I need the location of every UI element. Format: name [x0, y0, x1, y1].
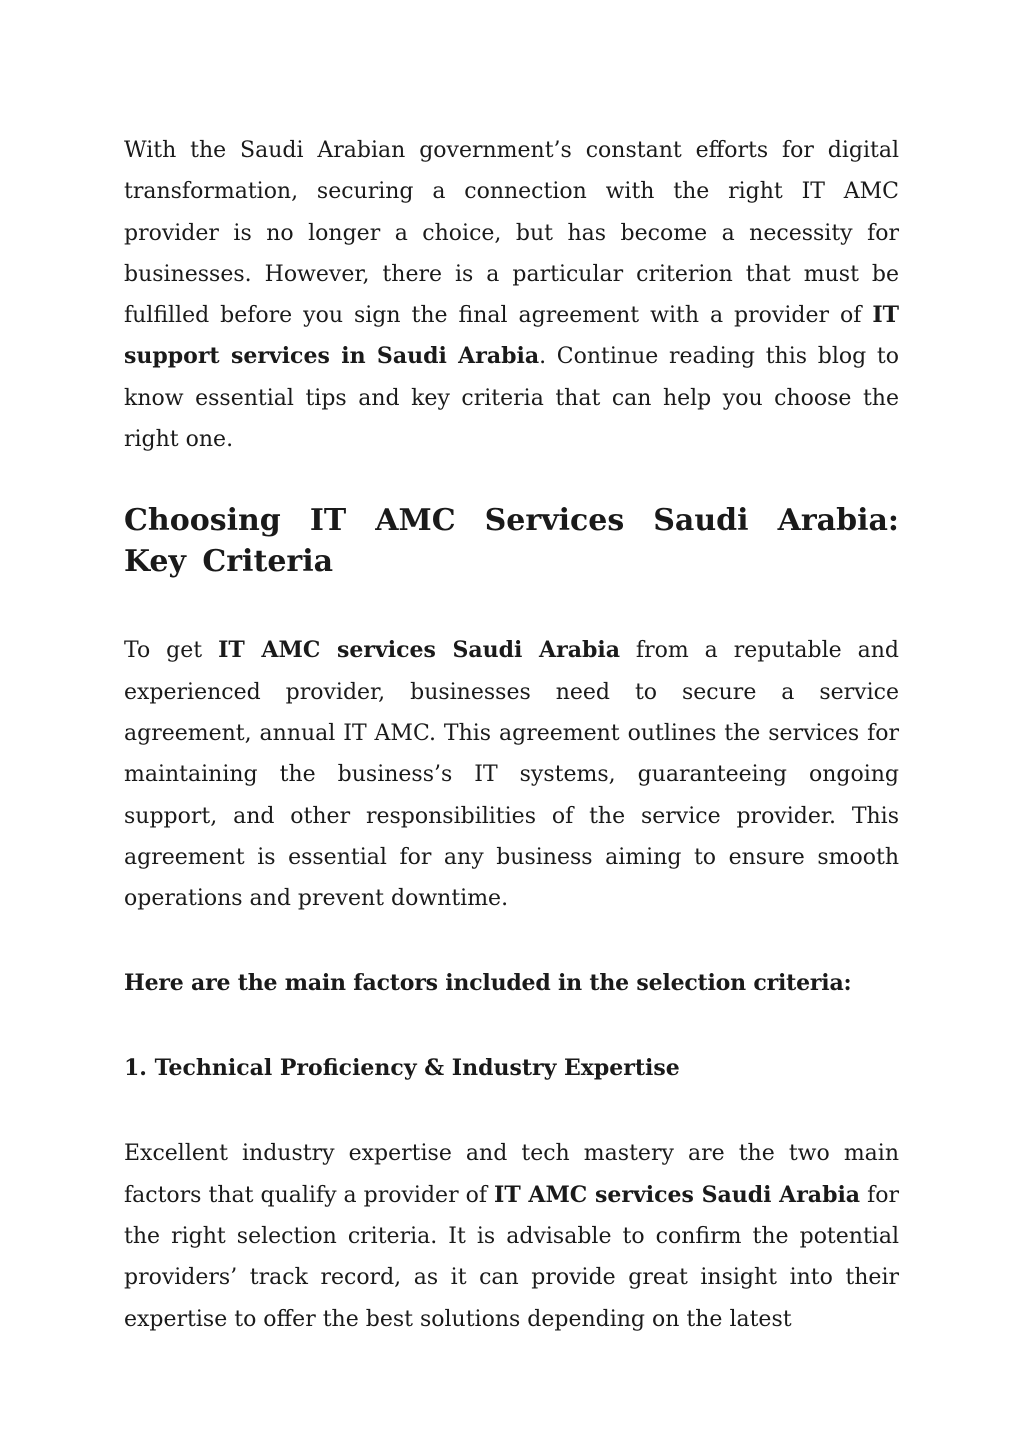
agreement-text-2: from a reputable and experienced provider, businesses need to secure a service agreement, annual IT AMC. This agreement outlines the services for maintaining the business’s IT systems, guaranteeing ongoing support, and other responsibilities of the service provider. This agreement is essential for any business aiming to ensure smooth operations and prevent downtime.	[124, 638, 899, 912]
criteria-lead: Here are the main factors included in the selection criteria:	[124, 970, 852, 997]
intro-text-2: . Continue reading this blog to know essential tips and key criteria that can help you choose the right one.	[124, 344, 899, 453]
expertise-bold-text: IT AMC services Saudi Arabia	[494, 1181, 861, 1208]
document-page	[124, 130, 899, 1340]
criterion-1-heading: 1. Technical Proficiency & Industry Expertise	[124, 1055, 680, 1082]
agreement-bold-text: IT AMC services Saudi Arabia	[218, 637, 620, 664]
intro-paragraph	[124, 130, 899, 460]
intro-bold-link-text: IT support services in Saudi Arabia	[124, 302, 899, 370]
expertise-text-2: for the right selection criteria. It is advisable to confirm the potential providers’ track record, as it can provide great insight into their expertise to offer the best solutions depending on the latest	[124, 1182, 899, 1332]
expertise-paragraph	[124, 1133, 899, 1339]
expertise-text-1: Excellent industry expertise and tech mastery are the two main factors that qualify a provider of	[124, 1141, 899, 1208]
intro-text-1: With the Saudi Arabian government’s constant efforts for digital transformation, securing a connection with the right IT AMC provider is no longer a choice, but has become a necessity for businesses. However, there is a particular criterion that must be fulfilled before you sign the final agreement with a provider of	[124, 138, 899, 329]
agreement-text-1: To get	[124, 638, 219, 664]
section-heading: Choosing IT AMC Services Saudi Arabia: Key Criteria	[124, 503, 899, 580]
agreement-paragraph	[124, 630, 899, 919]
